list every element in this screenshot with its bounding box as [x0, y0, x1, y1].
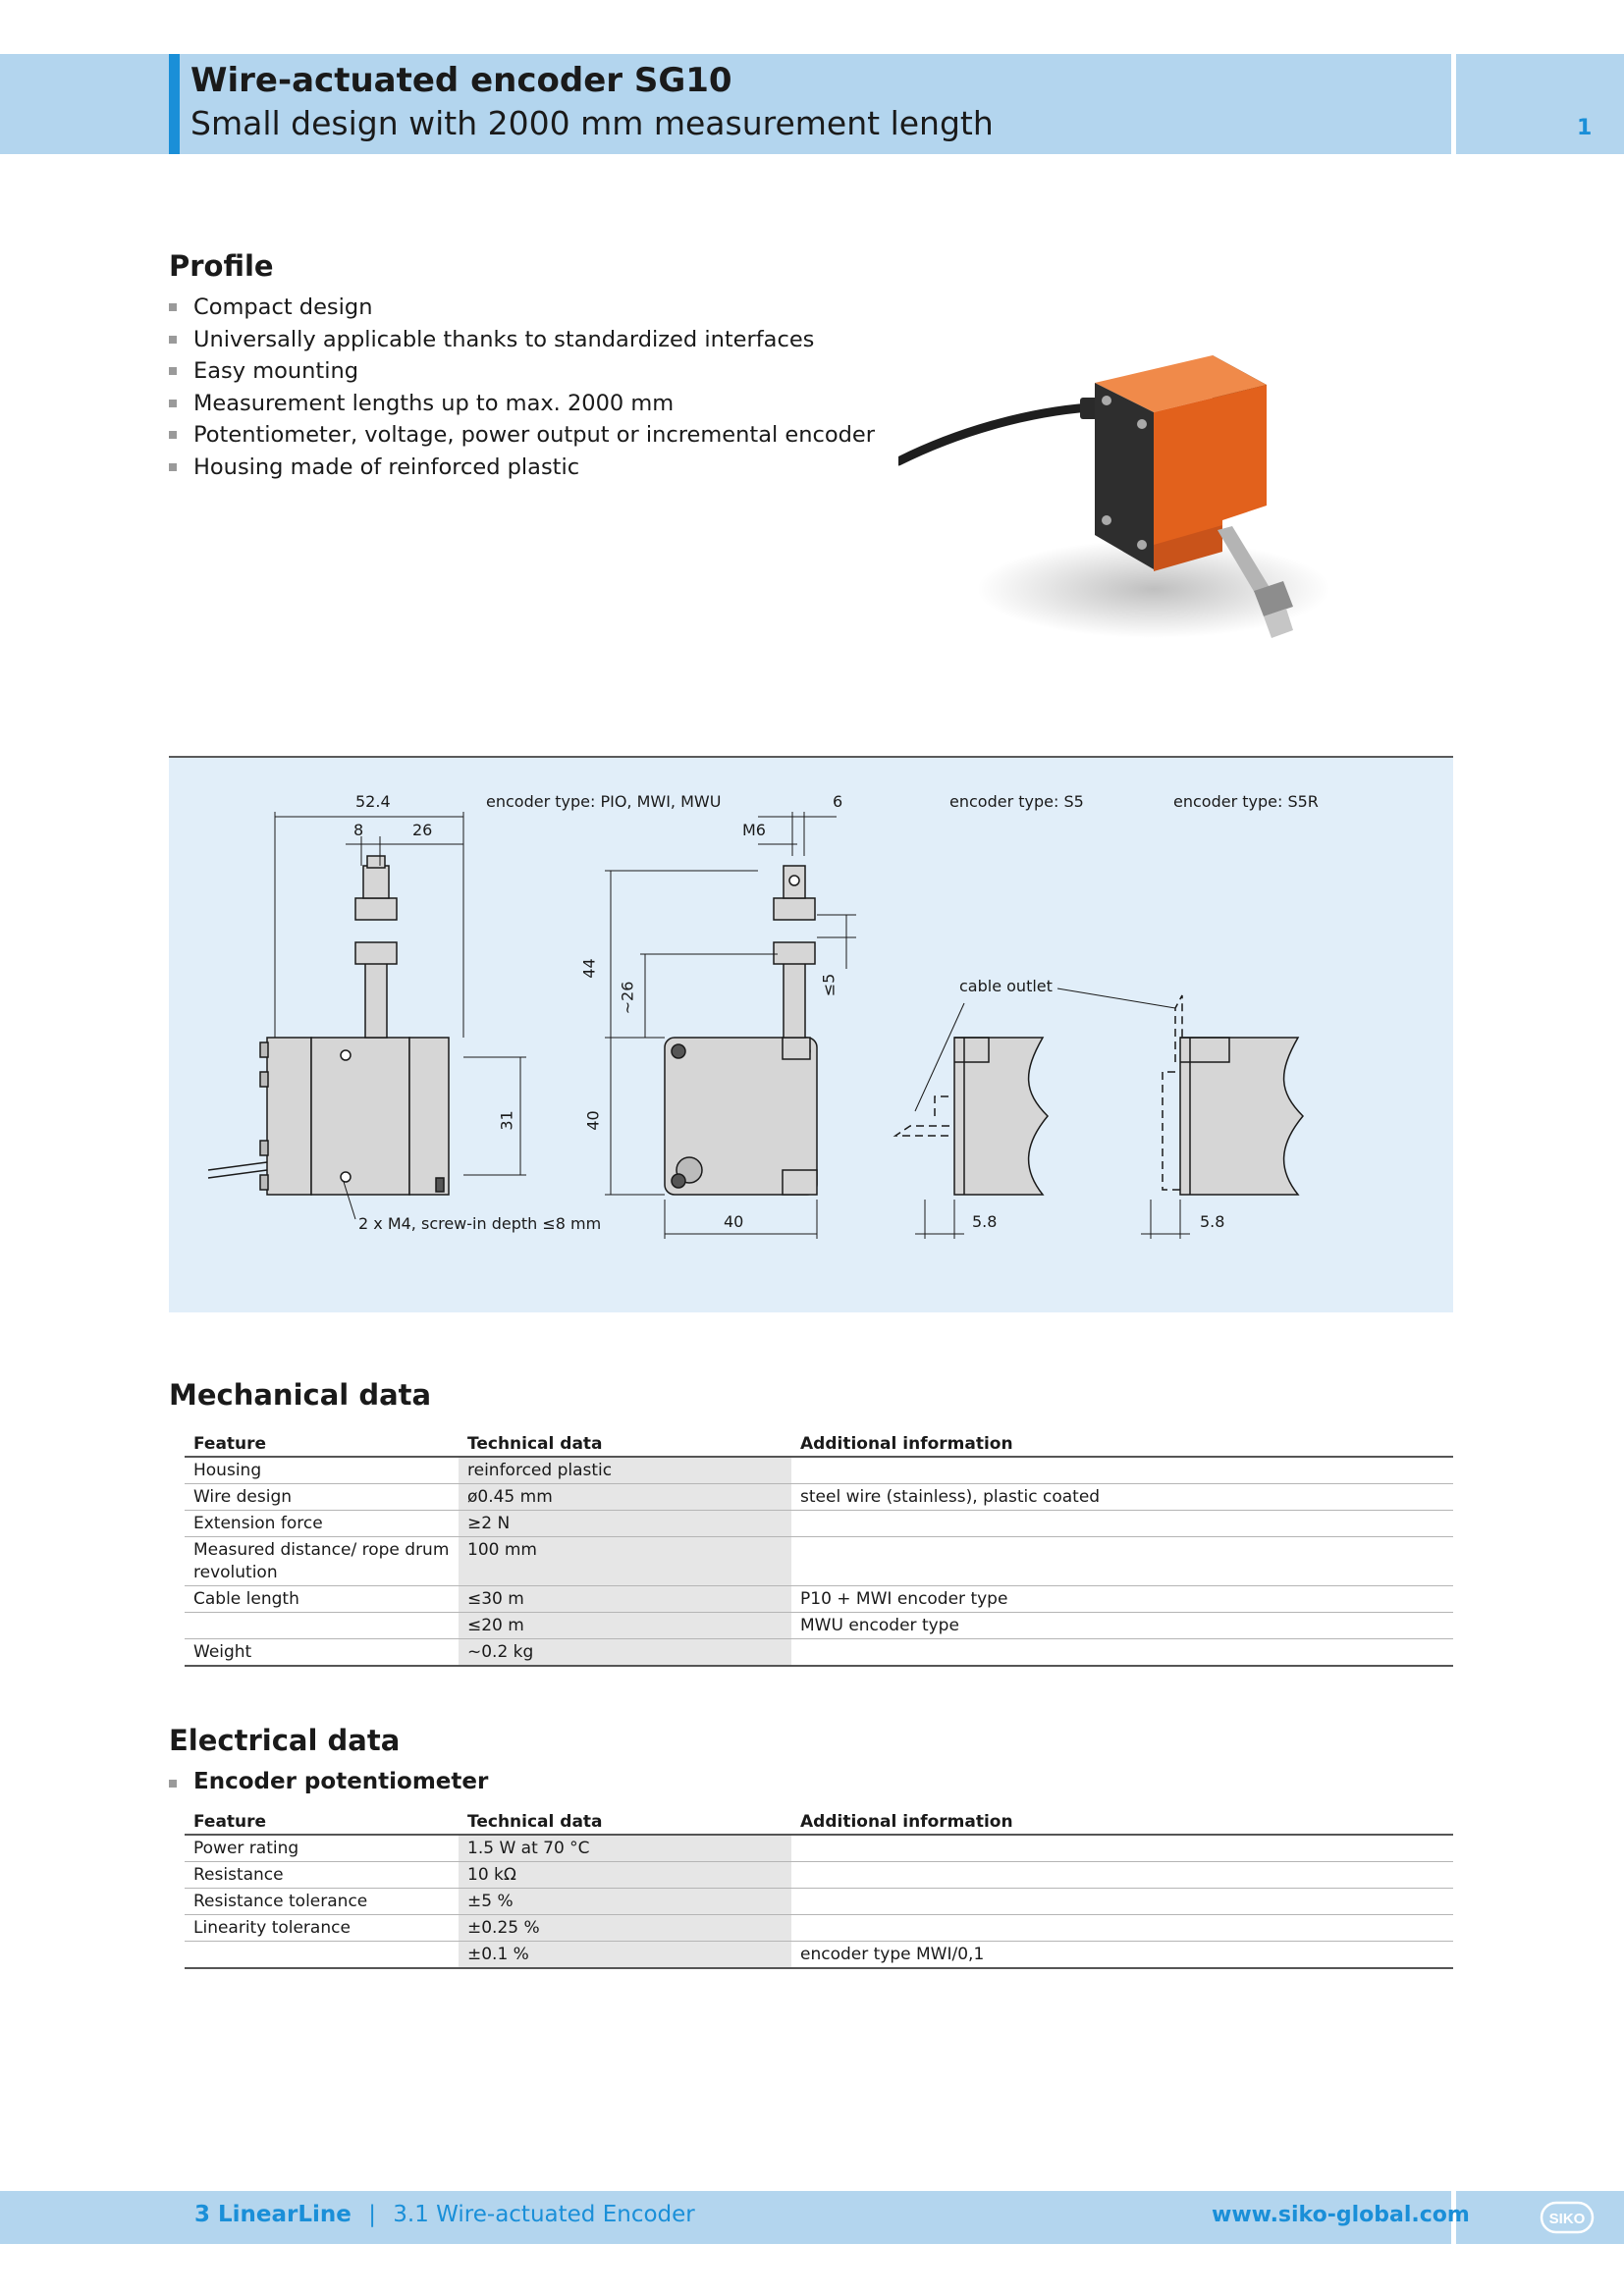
dim-label: ~26: [618, 981, 637, 1015]
dim-label: 26: [412, 821, 433, 839]
footer-subsection: 3.1 Wire-actuated Encoder: [393, 2202, 695, 2227]
table-row: Resistance tolerance ±5 %: [185, 1889, 1453, 1915]
profile-item: Easy mounting: [169, 355, 875, 388]
column-header: Technical data: [459, 1431, 791, 1457]
bullet-icon: [169, 1780, 177, 1788]
product-photo: [898, 344, 1360, 667]
dim-label: 40: [583, 1110, 603, 1131]
s5-view: [895, 1038, 1048, 1195]
profile-item: Compact design: [169, 292, 875, 324]
electrical-table: [185, 1809, 1453, 1969]
cable-outlet-label: cable outlet: [959, 977, 1053, 995]
table-header-row: [185, 1431, 1453, 1457]
table-row: Wire design ø0.45 mm steel wire (stainless), plastic coated: [185, 1484, 1453, 1511]
page-title: Wire-actuated encoder SG10: [190, 61, 732, 100]
mechanical-heading: Mechanical data: [169, 1378, 432, 1412]
electrical-heading: Electrical data: [169, 1724, 401, 1757]
dim-label: 8: [353, 821, 364, 839]
profile-item: Measurement lengths up to max. 2000 mm: [169, 388, 875, 420]
encoder-potentiometer-subheading: Encoder potentiometer: [169, 1769, 488, 1794]
table-row: Power rating 1.5 W at 70 °C: [185, 1835, 1453, 1862]
bullet-icon: [169, 367, 177, 375]
front-view: [665, 866, 817, 1195]
dimension-drawing: [169, 756, 1453, 1312]
s5r-view: [1163, 995, 1303, 1195]
dim-label: M6: [742, 821, 766, 839]
table-row: Resistance 10 kΩ: [185, 1862, 1453, 1889]
bullet-icon: [169, 463, 177, 471]
table-row: Measured distance/ rope drum revolution 100 mm: [185, 1537, 1453, 1586]
table-row: Housing reinforced plastic: [185, 1457, 1453, 1484]
mechanical-table: [185, 1431, 1453, 1667]
dim-label: 5.8: [972, 1212, 998, 1231]
table-row: Weight ~0.2 kg: [185, 1639, 1453, 1667]
column-header: Feature: [185, 1431, 459, 1457]
column-header: Additional information: [791, 1431, 1453, 1457]
dim-label: 44: [579, 958, 599, 979]
bullet-icon: [169, 336, 177, 344]
dim-label: 6: [833, 792, 843, 811]
profile-item: Potentiometer, voltage, power output or incremental encoder: [169, 419, 875, 452]
table-row: ≤20 m MWU encoder type: [185, 1613, 1453, 1639]
encoder-type-label: encoder type: PIO, MWI, MWU: [486, 792, 722, 811]
encoder-type-label: encoder type: S5R: [1173, 792, 1319, 811]
page-subtitle: Small design with 2000 mm measurement length: [190, 104, 994, 142]
footer-website-link[interactable]: www.siko-global.com: [1212, 2203, 1470, 2227]
footer-breadcrumb: [194, 2202, 695, 2227]
profile-heading: Profile: [169, 249, 274, 283]
page-number: 1: [1577, 116, 1593, 140]
thread-note-label: 2 x M4, screw-in depth ≤8 mm: [358, 1214, 602, 1233]
footer-divider: |: [368, 2202, 376, 2227]
header-separator: [1451, 54, 1456, 154]
bullet-icon: [169, 431, 177, 439]
column-header: Technical data: [459, 1809, 791, 1835]
dim-label: ≤5: [819, 973, 839, 997]
dim-label: 40: [724, 1212, 744, 1231]
encoder-type-label: encoder type: S5: [949, 792, 1084, 811]
profile-item: Housing made of reinforced plastic: [169, 452, 875, 484]
dim-label: 5.8: [1200, 1212, 1225, 1231]
dim-label: 52.4: [355, 792, 391, 811]
header-accent-bar: [169, 54, 180, 154]
dim-label: 31: [497, 1110, 516, 1131]
bullet-icon: [169, 400, 177, 407]
table-row: Cable length ≤30 m P10 + MWI encoder type: [185, 1586, 1453, 1613]
table-row: Extension force ≥2 N: [185, 1511, 1453, 1537]
table-row: Linearity tolerance ±0.25 %: [185, 1915, 1453, 1942]
table-row: ±0.1 % encoder type MWI/0,1: [185, 1942, 1453, 1969]
side-view: [208, 856, 449, 1195]
footer-section: 3 LinearLine: [194, 2202, 352, 2227]
column-header: Feature: [185, 1809, 459, 1835]
bullet-icon: [169, 303, 177, 311]
profile-item: Universally applicable thanks to standardized interfaces: [169, 324, 875, 356]
profile-list: [169, 292, 875, 483]
column-header: Additional information: [791, 1809, 1453, 1835]
table-header-row: [185, 1809, 1453, 1835]
siko-logo: [1540, 2201, 1595, 2234]
svg-text:SIKO: SIKO: [1548, 2211, 1586, 2227]
